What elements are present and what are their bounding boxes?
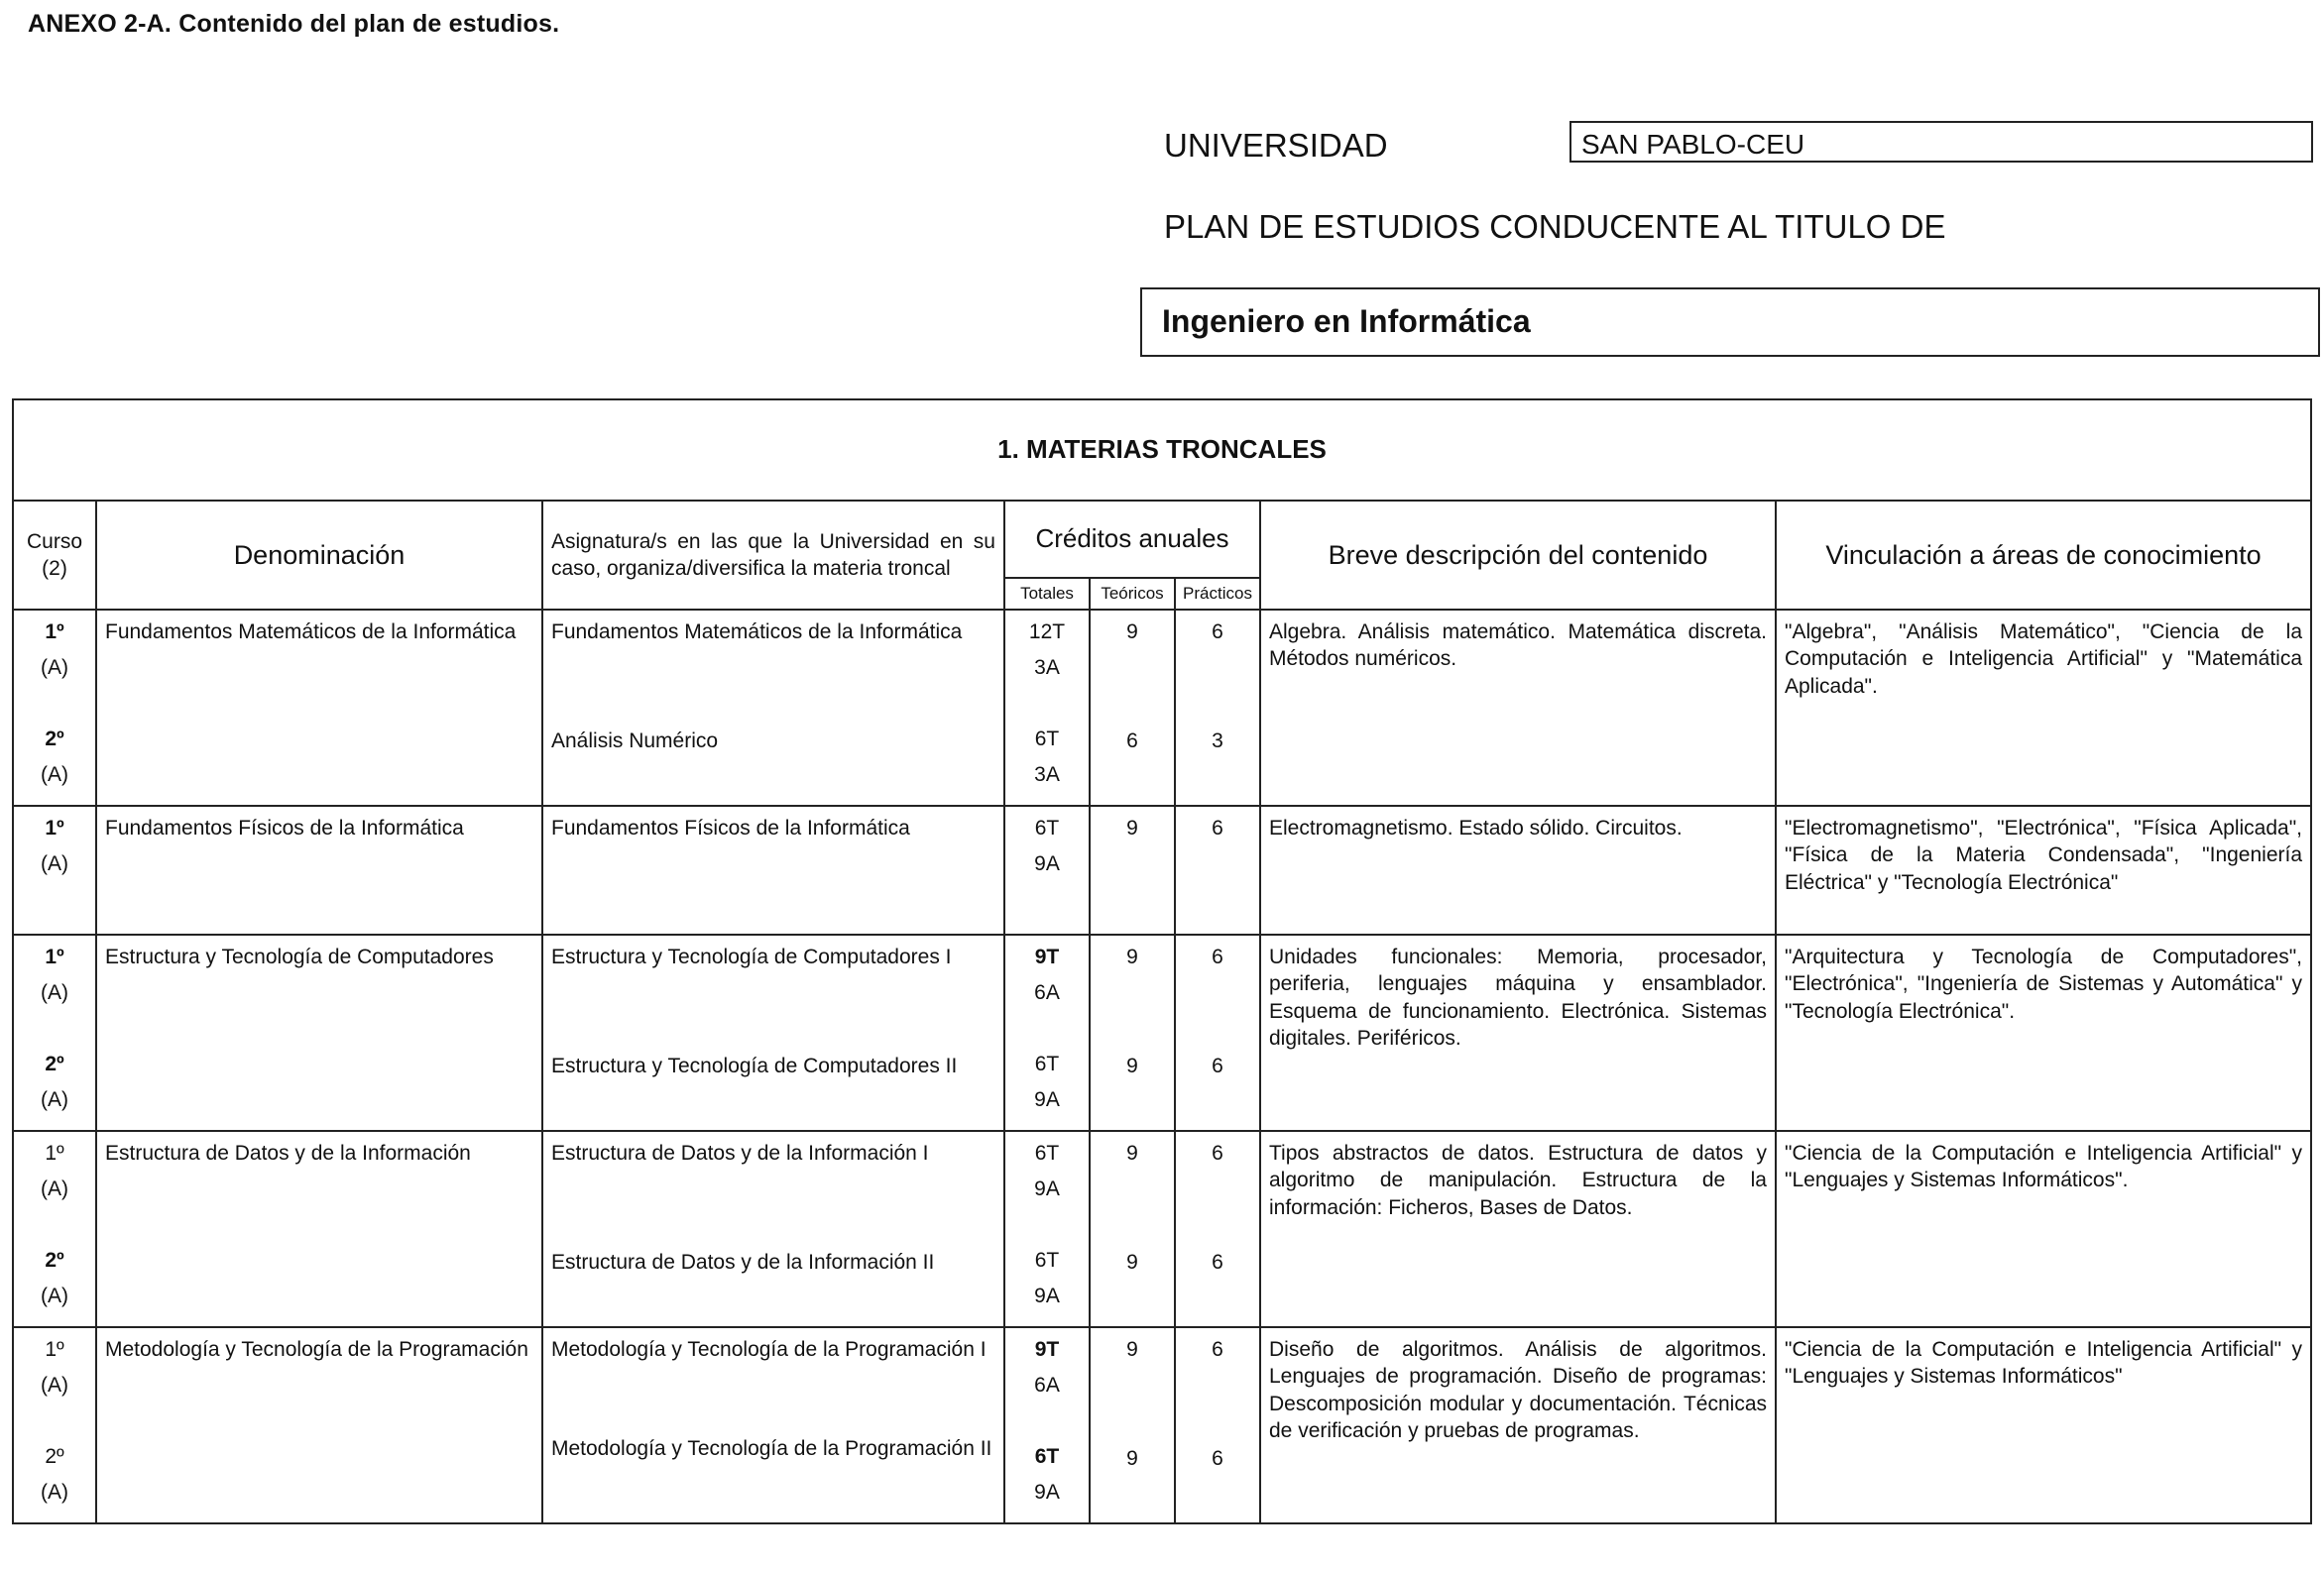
curso-value: (A) (41, 1374, 68, 1398)
table-row (13, 806, 2311, 935)
teoricos-value: 9 (1126, 1338, 1138, 1362)
practicos-value: 6 (1212, 1338, 1223, 1362)
teoricos-cell (1090, 610, 1175, 806)
teoricos-cell (1090, 1327, 1175, 1523)
practicos-value: 6 (1212, 1251, 1223, 1275)
curso-value: 1º (45, 1338, 64, 1362)
header-asignatura: Asignatura/s en las que la Universidad en su caso, organiza/diversifica la materia troncal (542, 501, 1004, 610)
totales-value: 6A (1034, 1374, 1060, 1398)
practicos-cell (1175, 1131, 1260, 1327)
totales-value: 6T (1034, 1053, 1060, 1076)
university-label: UNIVERSIDAD (1164, 127, 1388, 164)
curso-cell (13, 806, 96, 935)
header-creditos: Créditos anuales (1004, 501, 1260, 578)
curso-value: (A) (41, 656, 68, 680)
totales-value: 6T (1034, 1445, 1060, 1469)
practicos-cell (1175, 1327, 1260, 1523)
totales-value: 9A (1034, 1481, 1060, 1505)
curso-cell (13, 610, 96, 806)
curso-value: (A) (41, 1285, 68, 1308)
asignatura-name: Metodología y Tecnología de la Programación I (551, 1338, 987, 1362)
teoricos-value: 9 (1126, 1142, 1138, 1166)
teoricos-value: 9 (1126, 1447, 1138, 1471)
asignatura-name: Estructura y Tecnología de Computadores I (551, 946, 952, 969)
totales-value: 6T (1034, 1249, 1060, 1273)
teoricos-value: 6 (1126, 729, 1138, 753)
asignatura-cell (542, 806, 1004, 935)
totales-cell (1004, 1131, 1090, 1327)
practicos-value: 6 (1212, 946, 1223, 969)
teoricos-value: 9 (1126, 620, 1138, 644)
teoricos-value: 9 (1126, 817, 1138, 841)
practicos-value: 6 (1212, 1142, 1223, 1166)
teoricos-cell (1090, 935, 1175, 1131)
practicos-cell (1175, 935, 1260, 1131)
practicos-cell (1175, 610, 1260, 806)
curso-value (22, 1211, 87, 1247)
denominacion-cell: Estructura de Datos y de la Información (96, 1131, 542, 1327)
header-descripcion: Breve descripción del contenido (1260, 501, 1776, 610)
asignatura-name: Estructura de Datos y de la Información II (551, 1251, 935, 1275)
practicos-value: 6 (1212, 620, 1223, 644)
totales-value: 9A (1034, 852, 1060, 876)
curso-value: 1º (45, 620, 64, 644)
vinculacion-cell: "Electromagnetismo", "Electrónica", "Física Aplicada", "Física de la Materia Condensada", "Ingeniería Eléctrica" y "Tecnología Electrónica" (1776, 806, 2311, 935)
teoricos-cell (1090, 1131, 1175, 1327)
totales-cell (1004, 935, 1090, 1131)
totales-value: 3A (1034, 763, 1060, 787)
totales-value: 3A (1034, 656, 1060, 680)
practicos-value: 3 (1212, 729, 1223, 753)
descripcion-cell: Unidades funcionales: Memoria, procesador, periferia, lenguajes máquina y ensamblador. Esquema de funcionamiento. Electrónica. Sistemas digitales. Periféricos. (1260, 935, 1776, 1131)
header-vinculacion: Vinculación a áreas de conocimiento (1776, 501, 2311, 610)
curso-value (22, 690, 87, 726)
curso-value: 1º (45, 946, 64, 969)
vinculacion-cell: "Algebra", "Análisis Matemático", "Ciencia de la Computación e Inteligencia Artificial" y "Matemática Aplicada". (1776, 610, 2311, 806)
denominacion-cell: Fundamentos Matemáticos de la Informática (96, 610, 542, 806)
totales-cell (1004, 806, 1090, 935)
asignatura-name: Fundamentos Físicos de la Informática (551, 817, 910, 841)
practicos-cell (1175, 806, 1260, 935)
teoricos-value: 9 (1126, 1055, 1138, 1078)
practicos-value: 6 (1212, 1055, 1223, 1078)
descripcion-cell: Diseño de algoritmos. Análisis de algoritmos. Lenguajes de programación. Diseño de programas: Descomposición modular y documentación. Técnicas de verificación y pruebas de programas. (1260, 1327, 1776, 1523)
curso-value (22, 1407, 87, 1443)
header-teoricos: Teóricos (1090, 578, 1175, 610)
descripcion-cell: Algebra. Análisis matemático. Matemática discreta. Métodos numéricos. (1260, 610, 1776, 806)
teoricos-value: 9 (1126, 1251, 1138, 1275)
curso-value: (A) (41, 1481, 68, 1505)
plan-label: PLAN DE ESTUDIOS CONDUCENTE AL TITULO DE (1164, 208, 1946, 245)
totales-value: 9A (1034, 1285, 1060, 1308)
degree-title-field: Ingeniero en Informática (1140, 287, 2320, 357)
section-title: 1. MATERIAS TRONCALES (13, 399, 2311, 501)
asignatura-cell (542, 935, 1004, 1131)
header-denominacion: Denominación (96, 501, 542, 610)
table-row (13, 1131, 2311, 1327)
curso-value: (A) (41, 1088, 68, 1112)
teoricos-value: 9 (1126, 946, 1138, 969)
practicos-value: 6 (1212, 1447, 1223, 1471)
university-name-field: SAN PABLO-CEU (1569, 121, 2313, 163)
curso-value: (A) (41, 1178, 68, 1201)
annex-title: ANEXO 2-A. Contenido del plan de estudios. (28, 10, 560, 38)
descripcion-cell: Tipos abstractos de datos. Estructura de datos y algoritmo de manipulación. Estructura de la información: Ficheros, Bases de Datos. (1260, 1131, 1776, 1327)
curso-value: (A) (41, 852, 68, 876)
table-row (13, 610, 2311, 806)
teoricos-cell (1090, 806, 1175, 935)
vinculacion-cell: "Arquitectura y Tecnología de Computadores", "Electrónica", "Ingeniería de Sistemas y Automática" y "Tecnología Electrónica". (1776, 935, 2311, 1131)
asignatura-cell (542, 610, 1004, 806)
totales-value: 9T (1034, 946, 1060, 969)
asignatura-name: Análisis Numérico (551, 729, 719, 753)
curso-value: 2º (45, 1249, 64, 1273)
table-row (13, 935, 2311, 1131)
totales-value: 6A (1034, 981, 1060, 1005)
denominacion-cell: Fundamentos Físicos de la Informática (96, 806, 542, 935)
curso-cell (13, 1131, 96, 1327)
asignatura-cell (542, 1327, 1004, 1523)
asignatura-name: Metodología y Tecnología de la Programación II (551, 1437, 992, 1461)
curso-value: 2º (45, 1445, 64, 1469)
curso-value: 2º (45, 1053, 64, 1076)
curso-cell (13, 935, 96, 1131)
curso-value: 1º (45, 817, 64, 841)
curso-value (22, 1015, 87, 1051)
table-row (13, 1327, 2311, 1523)
vinculacion-cell: "Ciencia de la Computación e Inteligencia Artificial" y "Lenguajes y Sistemas Informáticos". (1776, 1131, 2311, 1327)
header-practicos: Prácticos (1175, 578, 1260, 610)
asignatura-name: Fundamentos Matemáticos de la Informática (551, 620, 963, 644)
totales-cell (1004, 610, 1090, 806)
curso-value: (A) (41, 981, 68, 1005)
totales-value: 9A (1034, 1178, 1060, 1201)
header-totales: Totales (1004, 578, 1090, 610)
denominacion-cell: Metodología y Tecnología de la Programación (96, 1327, 542, 1523)
totales-value: 6T (1034, 817, 1060, 841)
header-curso: Curso (2) (13, 501, 96, 610)
asignatura-name: Estructura y Tecnología de Computadores II (551, 1055, 958, 1078)
totales-value: 9A (1034, 1088, 1060, 1112)
totales-cell (1004, 1327, 1090, 1523)
vinculacion-cell: "Ciencia de la Computación e Inteligencia Artificial" y "Lenguajes y Sistemas Informáticos" (1776, 1327, 2311, 1523)
curso-value: 1º (45, 1142, 64, 1166)
practicos-value: 6 (1212, 817, 1223, 841)
materias-troncales-table (12, 398, 2312, 1524)
totales-value: 12T (1028, 620, 1066, 644)
asignatura-cell (542, 1131, 1004, 1327)
curso-value: (A) (41, 763, 68, 787)
denominacion-cell: Estructura y Tecnología de Computadores (96, 935, 542, 1131)
totales-value: 6T (1034, 1142, 1060, 1166)
asignatura-name: Estructura de Datos y de la Información I (551, 1142, 929, 1166)
curso-value: 2º (45, 728, 64, 751)
totales-value: 6T (1034, 728, 1060, 751)
curso-cell (13, 1327, 96, 1523)
descripcion-cell: Electromagnetismo. Estado sólido. Circuitos. (1260, 806, 1776, 935)
totales-value: 9T (1034, 1338, 1060, 1362)
